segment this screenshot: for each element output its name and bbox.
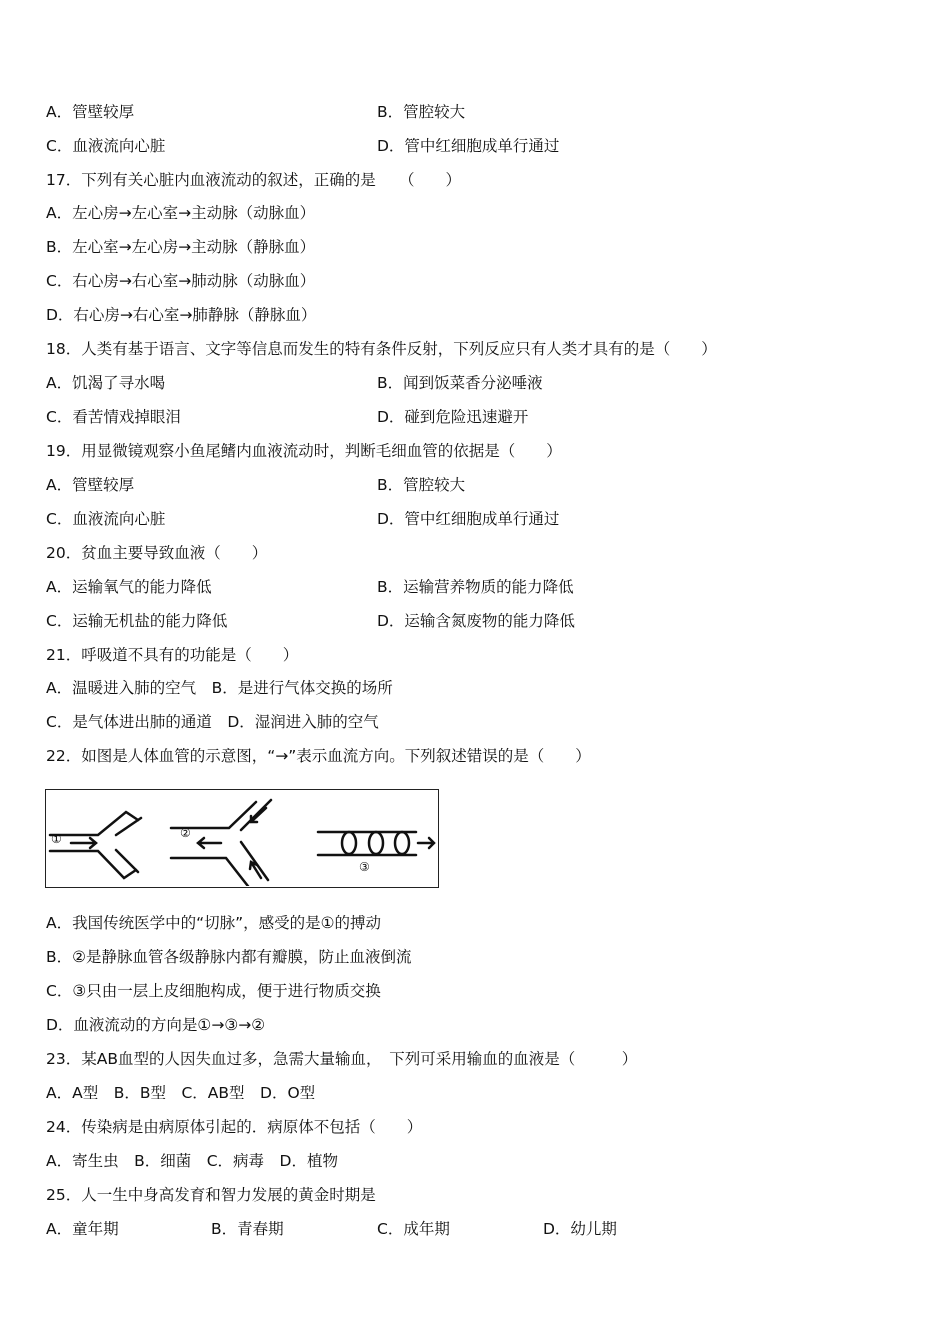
q16-option-c: C．血液流向心脏	[46, 137, 166, 155]
label-2: ②	[180, 826, 191, 840]
arrow-icon	[250, 862, 261, 878]
q24-stem: 24．传染病是由病原体引起的．病原体不包括（ ）	[46, 1118, 423, 1136]
arrow-icon	[198, 838, 221, 848]
q20-option-c: C．运输无机盐的能力降低	[46, 612, 228, 630]
q22-stem: 22．如图是人体血管的示意图，“→”表示血流方向。下列叙述错误的是（ ）	[46, 747, 591, 765]
q25-stem: 25．人一生中身高发育和智力发展的黄金时期是	[46, 1186, 376, 1204]
q20-option-b: B．运输营养物质的能力降低	[377, 578, 574, 596]
q24-options: A．寄生虫 B．细菌 C．病毒 D．植物	[46, 1152, 338, 1170]
vessel-1-wall-bottom	[50, 851, 136, 878]
label-3: ③	[359, 860, 370, 874]
q20-option-a: A．运输氧气的能力降低	[46, 578, 212, 596]
arrow-icon	[418, 838, 434, 848]
q22-option-c: C．③只由一层上皮细胞构成，便于进行物质交换	[46, 982, 381, 1000]
q22-option-b: B．②是静脉血管各级静脉内都有瓣膜，防止血液倒流	[46, 948, 412, 966]
q21-options-ab: A．温暖进入肺的空气 B．是进行气体交换的场所	[46, 679, 393, 697]
q21-stem: 21．呼吸道不具有的功能是（ ）	[46, 646, 299, 664]
vessel-1-wall-top	[50, 812, 138, 835]
q22-option-d: D．血液流动的方向是①→③→②	[46, 1016, 266, 1034]
q18-option-a: A．饥渴了寻水喝	[46, 374, 166, 392]
blood-vessel-drawing	[46, 790, 437, 886]
arrow-icon	[251, 808, 266, 822]
q18-option-b: B．闻到饭菜香分泌唾液	[377, 374, 543, 392]
q23-stem: 23．某AB血型的人因失血过多，急需大量输血， 下列可采用输血的血液是（ ）	[46, 1050, 638, 1068]
q19-option-d: D．管中红细胞成单行通过	[377, 510, 560, 528]
q19-option-a: A．管壁较厚	[46, 476, 135, 494]
q21-options-cd: C．是气体进出肺的通道 D．湿润进入肺的空气	[46, 713, 379, 731]
q17-stem: 17．下列有关心脏内血液流动的叙述，正确的是 （ ）	[46, 171, 461, 189]
q18-option-c: C．看苦情戏掉眼泪	[46, 408, 181, 426]
q16-option-b: B．管腔较大	[377, 103, 466, 121]
q20-option-d: D．运输含氮废物的能力降低	[377, 612, 575, 630]
q25-option-a: A．童年期	[46, 1220, 119, 1238]
blood-vessel-diagram	[45, 789, 439, 888]
q19-option-b: B．管腔较大	[377, 476, 466, 494]
q18-stem: 18．人类有基于语言、文字等信息而发生的特有条件反射，下列反应只有人类才具有的是（ ）	[46, 340, 717, 358]
q17-option-a: A．左心房→左心室→主动脉（动脉血）	[46, 204, 316, 222]
q20-stem: 20．贫血主要导致血液（ ）	[46, 544, 268, 562]
q16-option-d: D．管中红细胞成单行通过	[377, 137, 560, 155]
label-1: ①	[51, 832, 62, 846]
q17-option-d: D．右心房→右心室→肺静脉（静脉血）	[46, 306, 317, 324]
q16-option-a: A．管壁较厚	[46, 103, 135, 121]
q19-option-c: C．血液流向心脏	[46, 510, 166, 528]
q25-option-d: D．幼儿期	[543, 1220, 617, 1238]
q19-stem: 19．用显微镜观察小鱼尾鳍内血液流动时，判断毛细血管的依据是（ ）	[46, 442, 562, 460]
q25-option-b: B．青春期	[211, 1220, 284, 1238]
q18-option-d: D．碰到危险迅速避开	[377, 408, 529, 426]
q23-options: A．A型 B．B型 C．AB型 D．O型	[46, 1084, 316, 1102]
arrow-icon	[71, 838, 96, 848]
q22-option-a: A．我国传统医学中的“切脉”，感受的是①的搏动	[46, 914, 382, 932]
q17-option-b: B．左心室→左心房→主动脉（静脉血）	[46, 238, 316, 256]
q25-option-c: C．成年期	[377, 1220, 450, 1238]
q17-option-c: C．右心房→右心室→肺动脉（动脉血）	[46, 272, 316, 290]
